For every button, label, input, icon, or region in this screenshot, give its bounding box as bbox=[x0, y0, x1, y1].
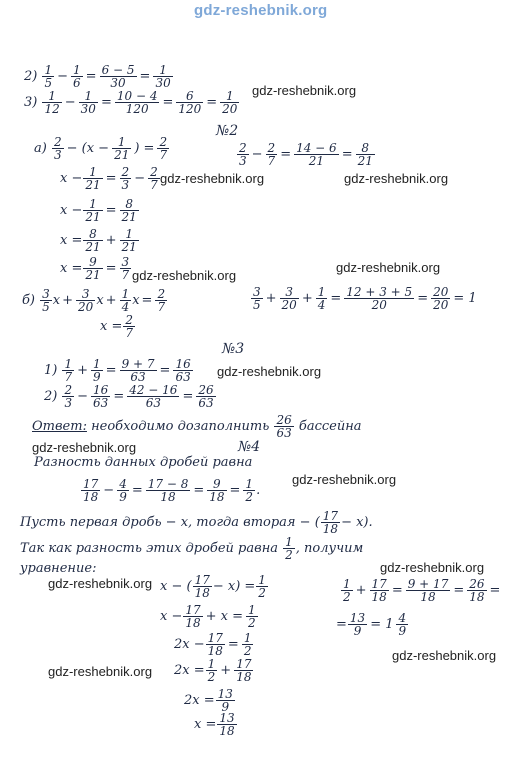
watermark: gdz-reshebnik.org bbox=[292, 472, 397, 487]
watermark: gdz-reshebnik.org bbox=[32, 440, 137, 455]
task3-step-2: 2) $\frac{2}{3}$ − $\frac{16}{63}$ = $\frac{42 - 16}{63}$ = $\frac{26}{63}$ bbox=[44, 383, 214, 410]
step-a-3: x = $\frac{8}{21}$ + $\frac{1}{21}$ bbox=[60, 227, 137, 254]
task4-step-3: 2x − $\frac{17}{18}$ = $\frac{1}{2}$ bbox=[174, 631, 252, 658]
step-a-2: x − $\frac{1}{21}$ = $\frac{8}{21}$ bbox=[60, 197, 137, 224]
task-number-3: №3 bbox=[222, 341, 245, 357]
task4-let: Пусть первая дробь − x, тогда вторая − ( $\frac{17}{18}$ − x). bbox=[20, 509, 373, 536]
task4-side-2: = $\frac{13}{9}$ = 1 $\frac{4}{9}$ bbox=[336, 611, 407, 638]
step-b-1: x = $\frac{2}{7}$ bbox=[100, 313, 133, 340]
task-number-2: №2 bbox=[216, 123, 239, 139]
task4-step-6: x = $\frac{13}{18}$ bbox=[194, 711, 235, 738]
task3-step-1: 1) $\frac{1}{7}$ + $\frac{1}{9}$ = $\frac{9 + 7}{63}$ = $\frac{16}{63}$ bbox=[44, 357, 191, 384]
site-watermark-top[interactable]: gdz-reshebnik.org bbox=[194, 2, 328, 19]
watermark: gdz-reshebnik.org bbox=[252, 83, 357, 98]
task-number-4: №4 bbox=[238, 439, 261, 455]
watermark: gdz-reshebnik.org bbox=[132, 268, 237, 283]
task4-step-5: 2x = $\frac{13}{9}$ bbox=[184, 687, 233, 714]
watermark: gdz-reshebnik.org bbox=[392, 648, 497, 663]
watermark: gdz-reshebnik.org bbox=[48, 576, 153, 591]
watermark: gdz-reshebnik.org bbox=[217, 364, 322, 379]
watermark: gdz-reshebnik.org bbox=[336, 260, 441, 275]
task3-answer: Ответ: необходимо дозаполнить $\frac{26}{63}$ бассейна bbox=[32, 413, 362, 440]
task4-step-2: x − $\frac{17}{18}$ + x = $\frac{1}{2}$ bbox=[160, 603, 256, 630]
step-a-4: x = $\frac{9}{21}$ = $\frac{3}{7}$ bbox=[60, 255, 130, 282]
task4-equation-label: уравнение: bbox=[20, 561, 97, 576]
task4-step-4: 2x = $\frac{1}{2}$ + $\frac{17}{18}$ bbox=[174, 657, 252, 684]
watermark: gdz-reshebnik.org bbox=[380, 560, 485, 575]
task4-since: Так как разность этих дробей равна $\frac{1}{2}$ , получим bbox=[20, 535, 364, 562]
watermark: gdz-reshebnik.org bbox=[48, 664, 153, 679]
step-a-1: x − $\frac{1}{21}$ = $\frac{2}{3}$ − $\frac{2}{7}$ bbox=[60, 165, 158, 192]
task4-intro: Разность данных дробей равна bbox=[34, 455, 253, 470]
solution-line-3: 3) $\frac{1}{12}$ − $\frac{1}{30}$ = $\frac{10 - 4}{120}$ = $\frac{6}{120}$ = $\frac{1}{20}$ bbox=[24, 89, 238, 116]
side-calculation-a: $\frac{2}{3}$ − $\frac{2}{7}$ = $\frac{14 - 6}{21}$ = $\frac{8}{21}$ bbox=[239, 141, 373, 168]
task4-side-1: $\frac{1}{2}$ + $\frac{17}{18}$ = $\frac{9 + 17}{18}$ = $\frac{26}{18}$ = bbox=[343, 577, 501, 604]
side-calculation-b: $\frac{3}{5}$ + $\frac{3}{20}$ + $\frac{1}{4}$ = $\frac{12 + 3 + 5}{20}$ = $\frac{20}{20}$ = 1 bbox=[253, 285, 477, 312]
solution-line-2: 2) $\frac{1}{5}$ − $\frac{1}{6}$ = $\frac{6 - 5}{30}$ = $\frac{1}{30}$ bbox=[24, 63, 171, 90]
watermark: gdz-reshebnik.org bbox=[344, 171, 449, 186]
equation-b: б) $\frac{3}{5}$ x + $\frac{3}{20}$ x + $\frac{1}{4}$ x = $\frac{2}{7}$ bbox=[22, 287, 166, 314]
watermark: gdz-reshebnik.org bbox=[160, 171, 265, 186]
task4-step-1: x − ( $\frac{17}{18}$ − x) = $\frac{1}{2}$ bbox=[160, 573, 266, 600]
task4-difference: $\frac{17}{18}$ − $\frac{4}{9}$ = $\frac{17 - 8}{18}$ = $\frac{9}{18}$ = $\frac{1}{2}$ . bbox=[83, 477, 261, 504]
equation-a: a) $\frac{2}{3}$ − (x − $\frac{1}{21}$ ) = $\frac{2}{7}$ bbox=[34, 135, 168, 162]
